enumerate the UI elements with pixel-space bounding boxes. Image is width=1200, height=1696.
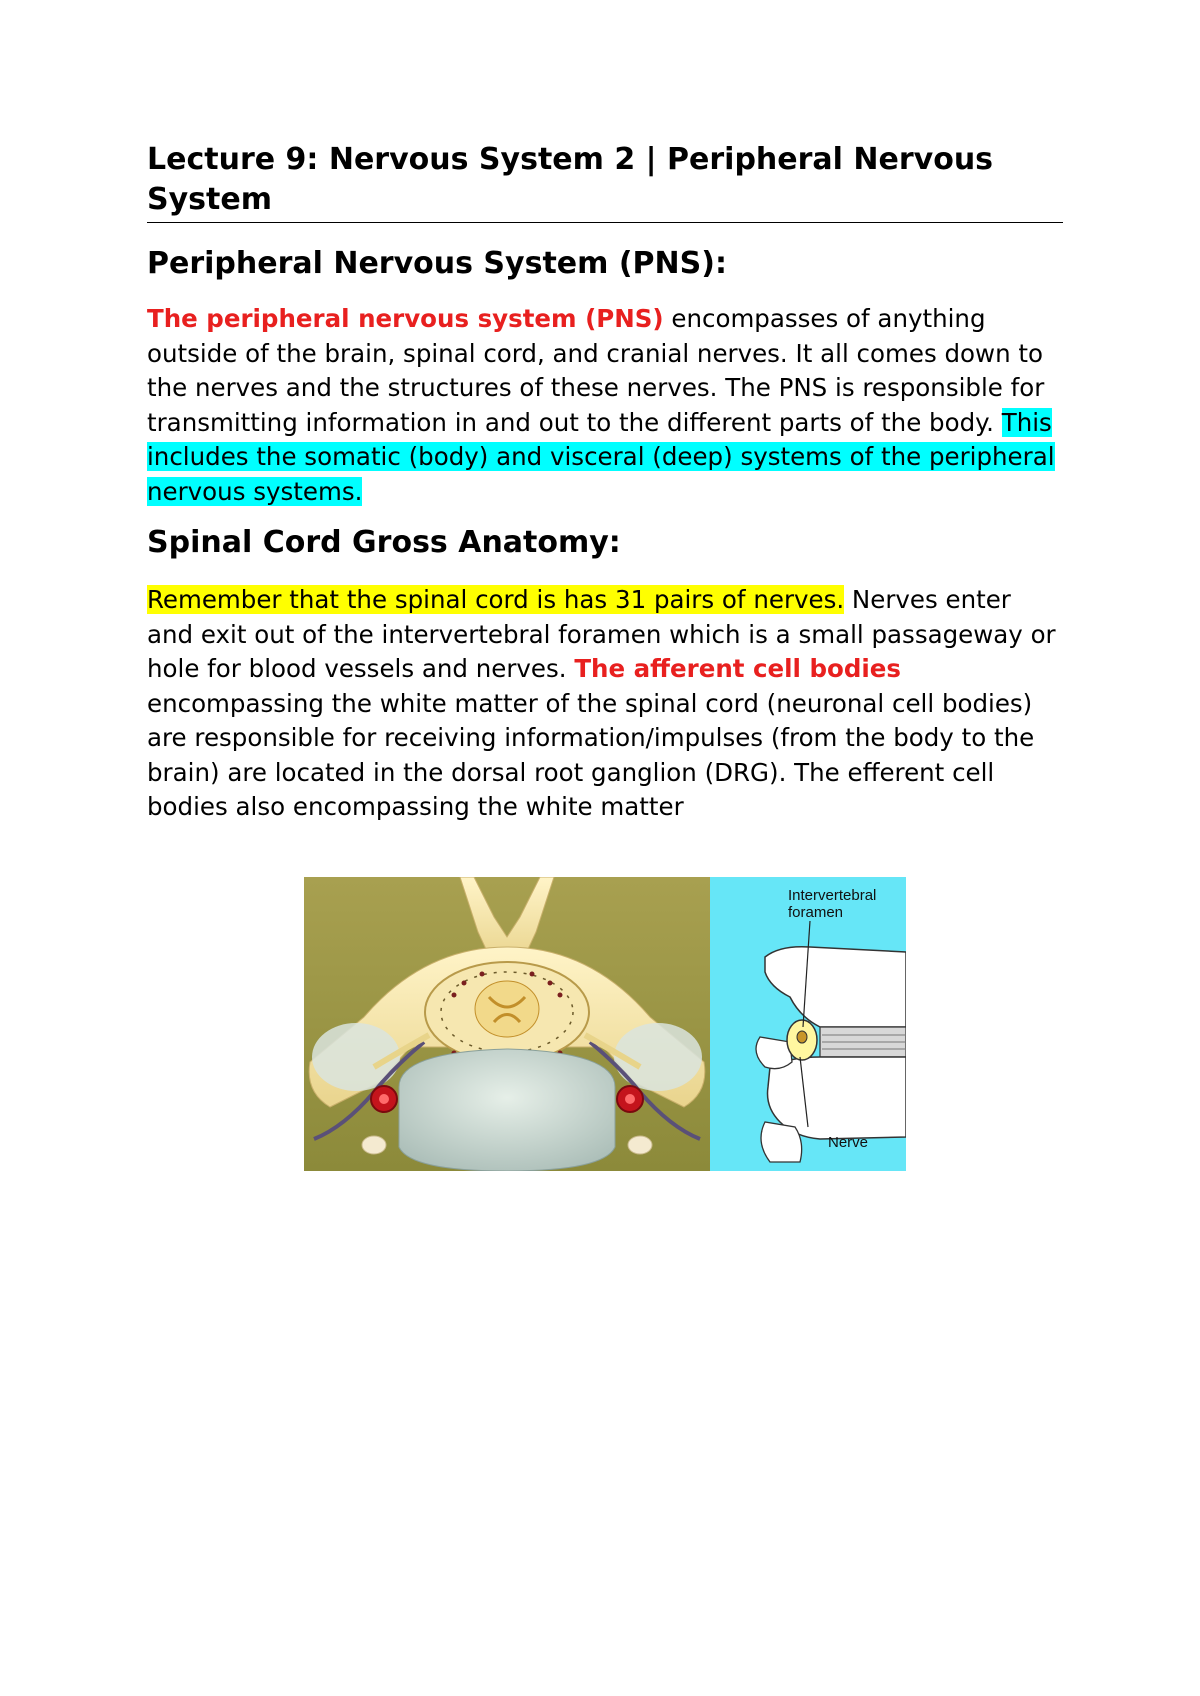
spinal-anatomy-figure [304, 877, 906, 1171]
pns-body-text: encompasses of anything outside of the brain, spinal cord, and cranial nerves. It all comes down to the nerves and the structures of these nerves. The PNS is responsible for transmitting information in and out to the different parts of the body. [147, 304, 1045, 437]
pns-highlight: This includes the somatic (body) and visceral (deep) systems of the peripheral nervous systems. [147, 407, 1055, 506]
anatomy-paragraph [147, 583, 1063, 825]
foramen-illustration [710, 877, 906, 1171]
section-heading-anatomy: Spinal Cord Gross Anatomy: [147, 525, 621, 560]
foramen-label: Intervertebral foramen [788, 887, 877, 921]
anatomy-highlight: Remember that the spinal cord is has 31 pairs of nerves. [147, 585, 845, 614]
nerve-label: Nerve [828, 1134, 869, 1151]
anatomy-red-text: The afferent cell bodies [574, 654, 901, 683]
document-title: Lecture 9: Nervous System 2 | Peripheral Nervous System [147, 140, 1063, 223]
anatomy-body-text-2: encompassing the white matter of the spinal cord (neuronal cell bodies) are responsible for receiving information/impulses (from the body to the brain) are located in the dorsal root ganglion (DRG). The efferent cell bodies also encompassing the white matter [147, 688, 1035, 821]
pns-paragraph [147, 302, 1063, 509]
anatomy-body-text-1: Nerves enter and exit out of the intervertebral foramen which is a small passageway or hole for blood vessels and nerves. [147, 585, 1056, 683]
pns-red-lead: The peripheral nervous system (PNS) [147, 304, 664, 333]
section-heading-pns: Peripheral Nervous System (PNS): [147, 246, 727, 281]
vertebra-model-photo [304, 877, 710, 1171]
